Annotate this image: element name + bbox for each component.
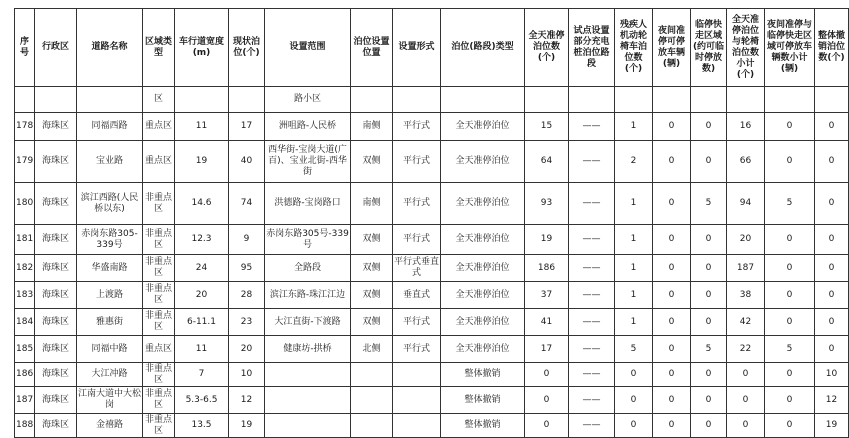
cell-current: 95 bbox=[229, 255, 265, 282]
continuation-row bbox=[15, 87, 849, 113]
header-form: 设置形式 bbox=[393, 9, 441, 87]
cell-form bbox=[393, 387, 441, 414]
cell-form: 平行式垂直式 bbox=[393, 255, 441, 282]
cell-temp: 0 bbox=[691, 282, 727, 309]
table-row bbox=[15, 282, 849, 309]
cell-berth-type: 全天准停泊位 bbox=[441, 255, 525, 282]
cell-district: 海珠区 bbox=[35, 387, 77, 414]
header-seq: 序号 bbox=[15, 9, 35, 87]
cell-form: 平行式 bbox=[393, 183, 441, 225]
cell-range: 洪德路-宝岗路口 bbox=[265, 183, 351, 225]
cell-charging: —— bbox=[569, 336, 615, 363]
cell-removed: 0 bbox=[815, 113, 849, 141]
cell-allday-total: 0 bbox=[727, 387, 765, 414]
cell-range bbox=[265, 414, 351, 438]
cell-temp: 0 bbox=[691, 414, 727, 438]
cell-district: 海珠区 bbox=[35, 282, 77, 309]
cell-area-type: 重点区 bbox=[143, 141, 175, 183]
cell-night-total: 0 bbox=[765, 282, 815, 309]
cell-district: 海珠区 bbox=[35, 225, 77, 255]
cell-range: 洲咀路-人民桥 bbox=[265, 113, 351, 141]
cell-form: 平行式 bbox=[393, 336, 441, 363]
cell-disabled: 1 bbox=[615, 225, 653, 255]
cell-removed: 0 bbox=[815, 282, 849, 309]
cell-district: 海珠区 bbox=[35, 336, 77, 363]
cell-disabled: 1 bbox=[615, 113, 653, 141]
table-row bbox=[15, 387, 849, 414]
header-current: 现状泊位(个) bbox=[229, 9, 265, 87]
cell-temp: 0 bbox=[691, 225, 727, 255]
cell-night: 0 bbox=[653, 113, 691, 141]
cell-charging: —— bbox=[569, 141, 615, 183]
cell-current: 20 bbox=[229, 336, 265, 363]
cell-seq: 187 bbox=[15, 387, 35, 414]
cell-night-total: 0 bbox=[765, 141, 815, 183]
header-temp: 临停快走区域(约可临时停放数) bbox=[691, 9, 727, 87]
cell-width: 19 bbox=[175, 141, 229, 183]
cell-position: 南侧 bbox=[351, 183, 393, 225]
cell-current: 9 bbox=[229, 225, 265, 255]
header-night: 夜间准停可停放车辆(辆) bbox=[653, 9, 691, 87]
cell-night: 0 bbox=[653, 414, 691, 438]
cell-night-total: 0 bbox=[765, 225, 815, 255]
cell-disabled: 1 bbox=[615, 255, 653, 282]
cell-allday: 17 bbox=[525, 336, 569, 363]
cell-allday: 93 bbox=[525, 183, 569, 225]
cell-width: 7 bbox=[175, 363, 229, 387]
cell-night-total: 0 bbox=[765, 255, 815, 282]
cell-allday-total: 0 bbox=[727, 363, 765, 387]
table-row bbox=[15, 255, 849, 282]
cell-allday: 186 bbox=[525, 255, 569, 282]
cell-disabled: 1 bbox=[615, 282, 653, 309]
cell-seq: 185 bbox=[15, 336, 35, 363]
cell-removed: 0 bbox=[815, 255, 849, 282]
cell-berth-type: 全天准停泊位 bbox=[441, 183, 525, 225]
table-row bbox=[15, 225, 849, 255]
cell-range bbox=[265, 387, 351, 414]
cell-form: 平行式 bbox=[393, 141, 441, 183]
cell-charging: —— bbox=[569, 183, 615, 225]
cell-seq: 179 bbox=[15, 141, 35, 183]
cell-berth-type: 全天准停泊位 bbox=[441, 225, 525, 255]
cell-allday: 0 bbox=[525, 387, 569, 414]
document-page bbox=[14, 8, 849, 438]
table-header-row bbox=[15, 9, 849, 87]
cell-district: 海珠区 bbox=[35, 309, 77, 336]
cell-disabled: 0 bbox=[615, 387, 653, 414]
cell-seq: 178 bbox=[15, 113, 35, 141]
cell-berth-type: 整体撤销 bbox=[441, 363, 525, 387]
cell-area-type: 重点区 bbox=[143, 113, 175, 141]
cell-allday: 19 bbox=[525, 225, 569, 255]
header-position: 泊位设置位置 bbox=[351, 9, 393, 87]
cell-area-type: 非重点区 bbox=[143, 363, 175, 387]
continuation-area-type: 区 bbox=[143, 87, 175, 113]
header-allday-total: 全天准停泊位与轮椅泊位数小计(个) bbox=[727, 9, 765, 87]
cell-removed: 0 bbox=[815, 336, 849, 363]
cell-position: 双侧 bbox=[351, 309, 393, 336]
cell-area-type: 非重点区 bbox=[143, 255, 175, 282]
cell-night-total: 0 bbox=[765, 113, 815, 141]
cell-allday-total: 38 bbox=[727, 282, 765, 309]
cell-allday-total: 0 bbox=[727, 414, 765, 438]
cell-current: 10 bbox=[229, 363, 265, 387]
header-removed: 整体撤销泊位数(个) bbox=[815, 9, 849, 87]
cell-allday-total: 42 bbox=[727, 309, 765, 336]
parking-berth-table bbox=[14, 8, 849, 438]
header-allday: 全天准停泊位数(个) bbox=[525, 9, 569, 87]
table-row bbox=[15, 309, 849, 336]
cell-position: 双侧 bbox=[351, 225, 393, 255]
cell-position: 北侧 bbox=[351, 336, 393, 363]
cell-charging: —— bbox=[569, 414, 615, 438]
cell-night: 0 bbox=[653, 141, 691, 183]
cell-removed: 10 bbox=[815, 363, 849, 387]
cell-road: 雅惠街 bbox=[77, 309, 143, 336]
cell-road: 滨江西路(人民桥以东) bbox=[77, 183, 143, 225]
cell-charging: —— bbox=[569, 363, 615, 387]
header-charging: 试点设置部分充电桩泊位路段 bbox=[569, 9, 615, 87]
table-row bbox=[15, 363, 849, 387]
cell-position bbox=[351, 387, 393, 414]
cell-temp: 0 bbox=[691, 309, 727, 336]
header-width: 车行道宽度(m) bbox=[175, 9, 229, 87]
cell-removed: 12 bbox=[815, 387, 849, 414]
table-row bbox=[15, 183, 849, 225]
cell-road: 华盛南路 bbox=[77, 255, 143, 282]
cell-allday: 0 bbox=[525, 363, 569, 387]
cell-charging: —— bbox=[569, 225, 615, 255]
cell-width: 12.3 bbox=[175, 225, 229, 255]
cell-range: 全路段 bbox=[265, 255, 351, 282]
cell-current: 28 bbox=[229, 282, 265, 309]
cell-range: 赤岗东路305号-339号 bbox=[265, 225, 351, 255]
cell-width: 24 bbox=[175, 255, 229, 282]
table-row bbox=[15, 113, 849, 141]
cell-disabled: 1 bbox=[615, 309, 653, 336]
cell-temp: 0 bbox=[691, 113, 727, 141]
cell-district: 海珠区 bbox=[35, 414, 77, 438]
cell-seq: 180 bbox=[15, 183, 35, 225]
cell-allday: 37 bbox=[525, 282, 569, 309]
table-row bbox=[15, 414, 849, 438]
cell-position: 双侧 bbox=[351, 282, 393, 309]
cell-road: 上渡路 bbox=[77, 282, 143, 309]
cell-seq: 184 bbox=[15, 309, 35, 336]
cell-allday: 0 bbox=[525, 414, 569, 438]
cell-charging: —— bbox=[569, 113, 615, 141]
cell-district: 海珠区 bbox=[35, 363, 77, 387]
cell-allday-total: 94 bbox=[727, 183, 765, 225]
cell-charging: —— bbox=[569, 387, 615, 414]
cell-removed: 0 bbox=[815, 141, 849, 183]
cell-removed: 0 bbox=[815, 183, 849, 225]
cell-range: 健康坊-拱桥 bbox=[265, 336, 351, 363]
cell-road: 同福中路 bbox=[77, 336, 143, 363]
cell-night-total: 0 bbox=[765, 363, 815, 387]
cell-form: 平行式 bbox=[393, 113, 441, 141]
cell-charging: —— bbox=[569, 309, 615, 336]
cell-disabled: 0 bbox=[615, 363, 653, 387]
cell-area-type: 非重点区 bbox=[143, 225, 175, 255]
header-range: 设置范围 bbox=[265, 9, 351, 87]
cell-berth-type: 全天准停泊位 bbox=[441, 309, 525, 336]
cell-allday: 41 bbox=[525, 309, 569, 336]
cell-temp: 0 bbox=[691, 255, 727, 282]
cell-position bbox=[351, 414, 393, 438]
cell-disabled: 0 bbox=[615, 414, 653, 438]
cell-width: 20 bbox=[175, 282, 229, 309]
header-night-total: 夜间准停与临停快走区域可停放车辆数小计(辆) bbox=[765, 9, 815, 87]
cell-allday-total: 22 bbox=[727, 336, 765, 363]
cell-road: 金禧路 bbox=[77, 414, 143, 438]
cell-current: 23 bbox=[229, 309, 265, 336]
cell-removed: 0 bbox=[815, 309, 849, 336]
cell-night-total: 0 bbox=[765, 309, 815, 336]
cell-night: 0 bbox=[653, 183, 691, 225]
cell-charging: —— bbox=[569, 255, 615, 282]
cell-temp: 0 bbox=[691, 387, 727, 414]
cell-district: 海珠区 bbox=[35, 255, 77, 282]
cell-district: 海珠区 bbox=[35, 183, 77, 225]
header-disabled: 残疾人机动轮椅车泊位数(个) bbox=[615, 9, 653, 87]
cell-night-total: 5 bbox=[765, 336, 815, 363]
cell-seq: 182 bbox=[15, 255, 35, 282]
cell-night-total: 5 bbox=[765, 183, 815, 225]
table-row bbox=[15, 141, 849, 183]
cell-berth-type: 全天准停泊位 bbox=[441, 282, 525, 309]
cell-temp: 0 bbox=[691, 141, 727, 183]
cell-road: 大江冲路 bbox=[77, 363, 143, 387]
cell-allday-total: 187 bbox=[727, 255, 765, 282]
cell-disabled: 5 bbox=[615, 336, 653, 363]
cell-width: 14.6 bbox=[175, 183, 229, 225]
cell-removed: 19 bbox=[815, 414, 849, 438]
header-road: 道路名称 bbox=[77, 9, 143, 87]
cell-berth-type: 全天准停泊位 bbox=[441, 141, 525, 183]
cell-area-type: 非重点区 bbox=[143, 309, 175, 336]
cell-allday: 15 bbox=[525, 113, 569, 141]
cell-width: 11 bbox=[175, 336, 229, 363]
cell-width: 5.3-6.5 bbox=[175, 387, 229, 414]
cell-form: 平行式 bbox=[393, 225, 441, 255]
cell-position: 南侧 bbox=[351, 113, 393, 141]
cell-night: 0 bbox=[653, 309, 691, 336]
cell-night: 0 bbox=[653, 255, 691, 282]
cell-position: 双侧 bbox=[351, 141, 393, 183]
cell-current: 17 bbox=[229, 113, 265, 141]
cell-road: 江南大道中大松岗 bbox=[77, 387, 143, 414]
header-berth-type: 泊位(路段)类型 bbox=[441, 9, 525, 87]
cell-allday-total: 16 bbox=[727, 113, 765, 141]
cell-road: 赤岗东路305-339号 bbox=[77, 225, 143, 255]
cell-form: 平行式 bbox=[393, 309, 441, 336]
cell-seq: 181 bbox=[15, 225, 35, 255]
cell-disabled: 2 bbox=[615, 141, 653, 183]
cell-current: 40 bbox=[229, 141, 265, 183]
cell-current: 74 bbox=[229, 183, 265, 225]
cell-area-type: 重点区 bbox=[143, 336, 175, 363]
cell-current: 19 bbox=[229, 414, 265, 438]
cell-night: 0 bbox=[653, 282, 691, 309]
cell-berth-type: 全天准停泊位 bbox=[441, 336, 525, 363]
cell-area-type: 非重点区 bbox=[143, 387, 175, 414]
cell-berth-type: 整体撤销 bbox=[441, 414, 525, 438]
cell-berth-type: 全天准停泊位 bbox=[441, 113, 525, 141]
table-row bbox=[15, 336, 849, 363]
cell-range: 西华街-宝岗大道(广百)、宝业北街-西华街 bbox=[265, 141, 351, 183]
cell-position bbox=[351, 363, 393, 387]
cell-width: 11 bbox=[175, 113, 229, 141]
cell-removed: 0 bbox=[815, 225, 849, 255]
cell-width: 6-11.1 bbox=[175, 309, 229, 336]
cell-area-type: 非重点区 bbox=[143, 183, 175, 225]
cell-range bbox=[265, 363, 351, 387]
cell-night-total: 0 bbox=[765, 414, 815, 438]
cell-district: 海珠区 bbox=[35, 141, 77, 183]
cell-allday: 64 bbox=[525, 141, 569, 183]
continuation-range: 路小区 bbox=[265, 87, 351, 113]
cell-allday-total: 20 bbox=[727, 225, 765, 255]
cell-road: 同福西路 bbox=[77, 113, 143, 141]
cell-position: 双侧 bbox=[351, 255, 393, 282]
cell-temp: 0 bbox=[691, 363, 727, 387]
cell-range: 大江直街-下渡路 bbox=[265, 309, 351, 336]
cell-range: 滨江东路-珠江江边 bbox=[265, 282, 351, 309]
cell-width: 13.5 bbox=[175, 414, 229, 438]
cell-seq: 183 bbox=[15, 282, 35, 309]
cell-current: 12 bbox=[229, 387, 265, 414]
header-area-type: 区域类型 bbox=[143, 9, 175, 87]
cell-night-total: 0 bbox=[765, 387, 815, 414]
cell-seq: 188 bbox=[15, 414, 35, 438]
cell-disabled: 1 bbox=[615, 183, 653, 225]
cell-berth-type: 整体撤销 bbox=[441, 387, 525, 414]
cell-charging: —— bbox=[569, 282, 615, 309]
cell-form: 垂直式 bbox=[393, 282, 441, 309]
cell-seq: 186 bbox=[15, 363, 35, 387]
cell-road: 宝业路 bbox=[77, 141, 143, 183]
cell-night: 0 bbox=[653, 336, 691, 363]
header-district: 行政区 bbox=[35, 9, 77, 87]
cell-temp: 5 bbox=[691, 183, 727, 225]
cell-form bbox=[393, 414, 441, 438]
cell-district: 海珠区 bbox=[35, 113, 77, 141]
cell-night: 0 bbox=[653, 363, 691, 387]
cell-area-type: 非重点区 bbox=[143, 414, 175, 438]
cell-allday-total: 66 bbox=[727, 141, 765, 183]
cell-temp: 5 bbox=[691, 336, 727, 363]
cell-night: 0 bbox=[653, 387, 691, 414]
cell-night: 0 bbox=[653, 225, 691, 255]
cell-area-type: 非重点区 bbox=[143, 282, 175, 309]
cell-form bbox=[393, 363, 441, 387]
